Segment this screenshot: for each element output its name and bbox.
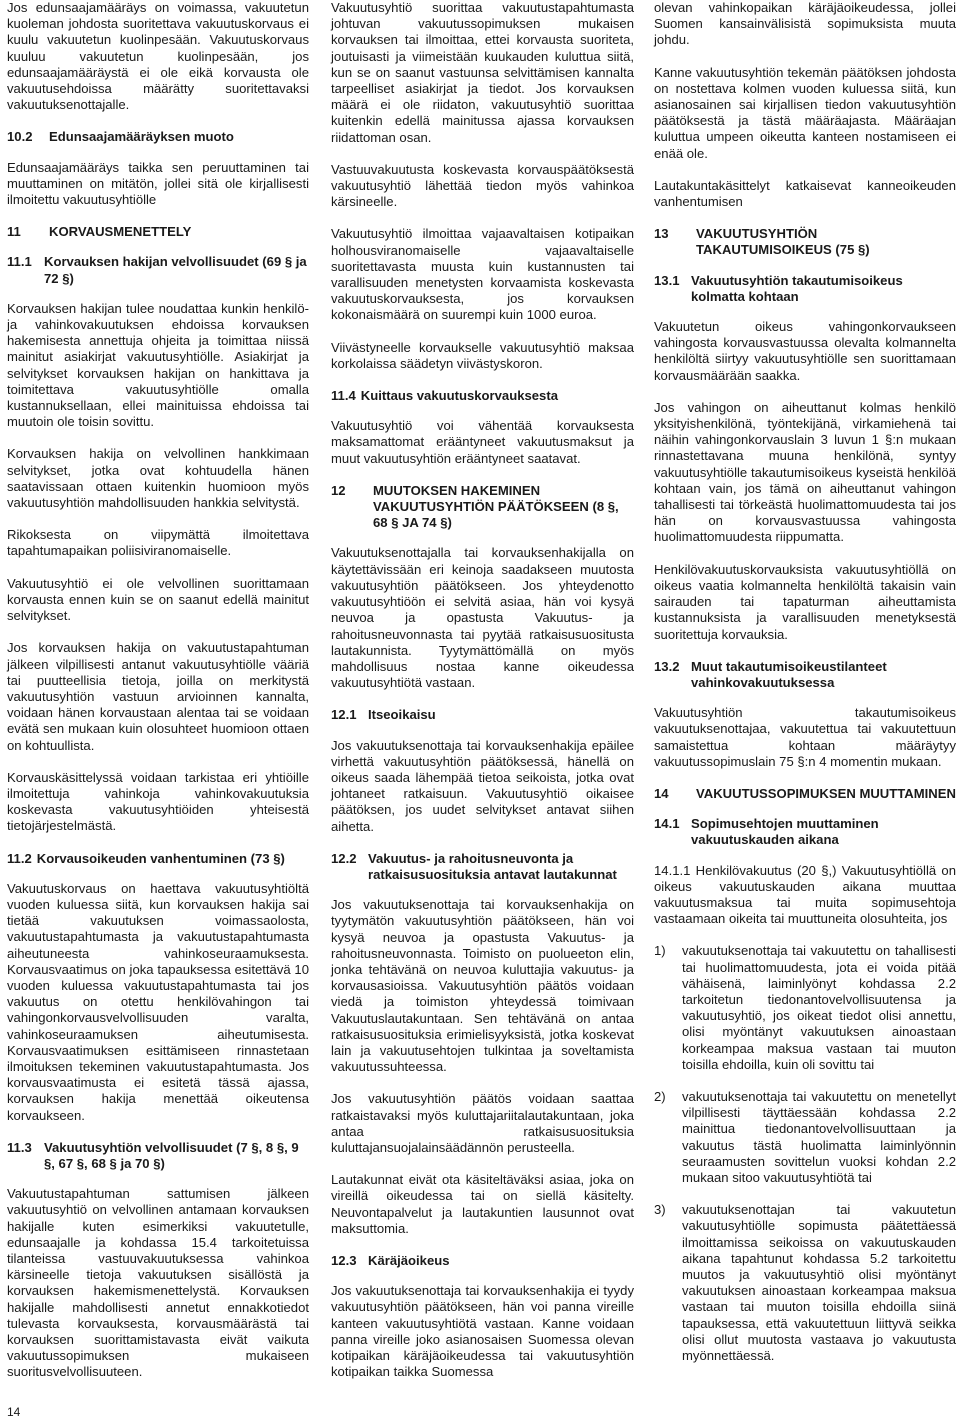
section-heading-10-2: [7, 129, 309, 145]
paragraph: Vakuutetun oikeus vahingonkorvaukseen vahingosta korvausvastuussa olevalta kolmannelta henkilöltä siirtyy vakuutusyhtiölle sen suorittamaan korvausmäärään saakka.: [654, 319, 956, 383]
paragraph: Vastuuvakuutusta koskevasta korvauspäätöksestä vakuutusyhtiö lähettää tiedon myös vahinkoa kärsineelle.: [331, 161, 634, 210]
list-item: [654, 943, 956, 1073]
paragraph: Jos korvauksen hakija on vakuutustapahtuman jälkeen vilpillisesti antanut vakuutusyhtiölle vääriä tai puutteellisia tietoja, joilla on merkitystä vakuutusyhtiön vastuun arvioinnen kannalta, voidaan hänen korvaustaan alentaa tai se voidaan evätä sen mukaan kuin olosuhteet huomioon ottaen on kohtuullista.: [7, 640, 309, 753]
section-number: 11.4: [331, 388, 356, 404]
section-heading-12: [331, 483, 634, 532]
section-title: VAKUUTUSYHTIÖN TAKAUTUMISOIKEUS (75 §): [696, 226, 870, 258]
paragraph: Vakuutusyhtiö ilmoittaa vajaavaltaisen kotipaikan holhousviranomaiselle vajaavaltaiselle suoritettavasta muusta kuin kustannusten tai varallisuuden menetysten korvaamista koskevasta vakuutuskorvauksesta, jos korvauksen kokonaismäärä on suurempi kuin 1000 euroa.: [331, 226, 634, 323]
column-1: [7, 0, 309, 1397]
section-title: Vakuutusyhtiön takautumisoikeus kolmatta kohtaan: [691, 272, 903, 304]
section-heading-12-2: [331, 851, 634, 883]
paragraph: Henkilövakuutuskorvauksista vakuutusyhtiöllä on oikeus vaatia kolmannelta henkilöltä takaisin vain sairauden tai tapaturman aiheuttamista kustannuksista ja varallisuuden menetyksestä suoritettuja korvauksia.: [654, 561, 956, 642]
section-number: 12: [331, 482, 346, 498]
paragraph: Vakuutusyhtiön takautumisoikeus vakuutuksenottajaa, vakuutettua tai vakuutettuun samaistettua kohtaan määräytyy vakuutussopimuslain 75 §:n 4 momentin mukaan.: [654, 705, 956, 769]
section-number: 12.2: [331, 850, 357, 866]
paragraph: Korvauksen hakijan tulee noudattaa kunkin henkilö- ja vahinkovakuutuksen ehdoissa korvauksen hakemisesta annettuja ohjeita ja toimittaa niissä mainitut asiakirjat vakuutusyhtiölle. Asiakirjat ja selvitykset korvauksen hakijan on hankittava ja toimitettava vakuutusyhtiölle omalla kustannuksellaan, ellei mainituissa ehdoissa tai muutoin ole toisin sovittu.: [7, 300, 309, 430]
section-title: Vakuutus- ja rahoitusneuvonta ja ratkaisusuosituksia antavat lautakunnat: [368, 850, 617, 882]
section-heading-11-2: [7, 851, 309, 867]
paragraph: Edunsaajamääräys taikka sen peruuttaminen tai muuttaminen on mitätön, jollei sitä ole kirjallisesti ilmoitettu vakuutusyhtiölle: [7, 159, 309, 208]
section-title: VAKUUTUSSOPIMUKSEN MUUTTAMINEN: [696, 785, 956, 801]
section-heading-13-2: [654, 659, 956, 691]
section-number: 12.3: [331, 1253, 357, 1268]
section-number: 14.1: [654, 816, 680, 832]
list-item-text: vakuutuksenottajan tai vakuutetun vakuutusyhtiölle sopimusta päätettäessä ilmoittamissa seikoissa on vakuutuskauden aikana tapahtunut kohdassa 5.2 tarkoitettu muutos ja vakuutusyhtiö olisi myöntänyt vakuutuksen ainoastaan korkeampaa maksua vastaan tai muuton toisilla ehdoilla siinä tapauksessa, että vakuutettuun liittyvä seikka olisi ollut muutosta vastaava jo vakuutusta myönnettäessä.: [682, 1202, 956, 1364]
section-heading-11: [7, 224, 309, 240]
paragraph: Vakuutusyhtiö ei ole velvollinen suorittamaan korvausta ennen kuin se on saanut edellä mainitut selvitykset.: [7, 575, 309, 624]
section-number: 10.2: [7, 129, 33, 145]
paragraph: olevan vahinkopaikan käräjäoikeudessa, jollei Suomen kansainvälisistä sopimuksista muuta johdu.: [654, 0, 956, 48]
section-title: Itseoikaisu: [368, 707, 436, 723]
list-marker: 1): [654, 943, 666, 959]
section-title: Käräjäoikeus: [368, 1253, 450, 1268]
paragraph: Jos vakuutuksenottaja tai korvauksenhakija epäilee virhettä vakuutusyhtiön päätöksessä, hänellä on oikeus saada lähempää tietoa seikoista, jotka ovat johtaneet ratkaisuun. Vakuutusyhtiö oikaisee päätöksen, jos uudet selvitykset antavat siihen aihetta.: [331, 737, 634, 834]
numbered-list: [654, 943, 956, 1364]
paragraph: Vakuutuskorvaus on haettava vakuutusyhtiöltä vuoden kuluessa siitä, kun korvauksen hakija sai tietää vakuutuksen voimassaolosta, vakuutustapahtumasta ja vakuutustapahtumasta aiheutuneesta vahinkoseuraamuksesta. Korvausvaatimus on joka tapauksessa esitettävä 10 vuoden kuluessa vakuutustapahtumasta tai jos vakuutus on otettu henkilövahingon tai vahingonkorvausvelvollisuuden varalta, vahinkoseuraamuksen aiheutumisesta. Korvausvaatimuksen esittämiseen rinnastetaan ilmoituksen tekeminen vakuutustapahtumasta. Jos korvausvaatimusta ei esitetä tässä ajassa, korvauksen hakija menettää oikeutensa korvaukseen.: [7, 880, 309, 1123]
paragraph: Jos vakuutuksenottaja tai korvauksenhakija on tyytymätön vakuutusyhtiön päätökseen, hän voi kysyä neuvoa ja opastusta Vakuutus- ja rahoitusneuvonnasta. Toimisto on puolueeton elin, jonka tehtävänä on neuvoa kuluttajia vakuutus- ja korvausasioissa. Vakuutusyhtiön päätös voidaan viedä ja toimiston yhteydessä toimivaan Vakuutuslautakuntaan. Sen tehtävänä on antaa ratkaisusuosituksia erimielisyyksistä, jotka koskevat lain ja vakuutusehtojen tulkintaa ja soveltamista vakuutussuhteessa.: [331, 897, 634, 1075]
section-number: 11.1: [7, 254, 32, 270]
section-title: Muut takautumisoikeustilanteet vahinkovakuutuksessa: [691, 658, 887, 690]
section-heading-14: [654, 786, 956, 802]
paragraph: Jos edunsaajamääräys on voimassa, vakuutetun kuoleman johdosta suoritettava vakuutuskorvaus ei kuulu vakuutetun kuolinpesään. Vakuutuskorvaus kuuluu vakuutetun kuolinpesään, jos edunsaajamääräystä ei ole eikä korvausta ole vakuutusehdoissa määrätty suoritettavaksi vakuutuksenottajalle.: [7, 0, 309, 113]
paragraph: Lautakuntakäsittelyt katkaisevat kanneoikeuden vanhentumisen: [654, 177, 956, 210]
section-title: Edunsaajamääräyksen muoto: [49, 129, 234, 145]
list-item-text: vakuutuksenottaja tai vakuutettu on menetellyt vilpillisesti täyttäessään kohdassa 2.2 mainittua tiedonantovelvollisuuttaan ja vakuutus tästä huolimatta laiminlyönnin seuraamusten sovittelun vuoksi kohdan 2.2 mukaan sitoo vakuutusyhtiötä tai: [682, 1088, 956, 1185]
paragraph: Jos vakuutuksenottaja tai korvauksenhakija ei tyydy vakuutusyhtiön päätökseen, hän voi panna vireille kanteen vakuutusyhtiötä vastaan. Kanne voidaan panna vireille joko asianosaisen Suomessa olevan kotipaikan käräjäoikeudessa tai vakuutusyhtiön kotipaikan taikka Suomessa: [331, 1283, 634, 1380]
section-number: 14: [654, 785, 669, 801]
paragraph: Vakuutusyhtiö voi vähentää korvauksesta maksamattomat erääntyneet vakuutusmaksut ja muut vakuutusyhtiön erääntyneet saatavat.: [331, 418, 634, 466]
paragraph: Vakuutuksenottajalla tai korvauksenhakijalla on käytettävissään eri keinoja saadakseen muutosta vakuutusyhtiön päätökseen. Jos yhteydenotto vakuutusyhtiöön ei selvitä asiaa, hän voi kysyä neuvoa ja opastusta Vakuutus- ja rahoitusneuvonnasta tai pyytää ratkaisusuositusta lautakunnista. Tyytymättömällä on myös mahdollisuus nostaa kanne oikeudessa vakuutusyhtiötä vastaan.: [331, 545, 634, 691]
paragraph: Korvauskäsittelyssä voidaan tarkistaa eri yhtiöille ilmoitettuja vahinkoja vahinkovakuutuksia koskevasta vakuutusyhtiöiden yhteisestä tietojärjestelmästä.: [7, 769, 309, 834]
paragraph: Vakuutustapahtuman sattumisen jälkeen vakuutusyhtiö on velvollinen antamaan korvauksen hakijalle kuten esimerkiksi vakuutetulle, edunsaajalle ja kohdassa 15.4 tarkoitetuissa tilanteissa vastuuvakuutuksessa vahinkoa kärsineelle tietoja vakuutuksen sisällöstä ja korvauksen hakemismenettelystä. Korvauksen hakijalle mahdollisesti annetut ennakkotiedot tulevasta korvauksesta, korvausmäärästä tai korvauksen suorittamistavasta eivät vaikuta vakuutussopimuksen mukaiseen suoritusvelvollisuuteen.: [7, 1186, 309, 1380]
section-number: 13.1: [654, 272, 680, 288]
paragraph: Viivästyneelle korvaukselle vakuutusyhtiö maksaa korkolaissa säädetyn viivästyskoron.: [331, 339, 634, 371]
section-title: MUUTOKSEN HAKEMINEN VAKUUTUSYHTIÖN PÄÄTÖKSEEN (8 §, 68 § JA 74 §): [373, 482, 619, 531]
section-heading-11-4: [331, 388, 634, 404]
column-3: [654, 0, 956, 1380]
section-heading-11-1: [7, 254, 309, 286]
paragraph: 14.1.1 Henkilövakuutus (20 §,) Vakuutusyhtiöllä on oikeus vakuutuskauden aikana muuttaa vakuutusmaksua tai muita sopimusehtoja vastaamaan oikeita tai muuttuneita olosuhteita, jos: [654, 862, 956, 927]
section-heading-13-1: [654, 273, 956, 305]
section-heading-12-3: [331, 1253, 634, 1269]
section-number: 11: [7, 224, 21, 240]
section-heading-13: [654, 226, 956, 258]
section-number: 13: [654, 226, 669, 242]
list-marker: 2): [654, 1088, 666, 1104]
list-item-text: vakuutuksenottaja tai vakuutettu on tahallisesti tai huolimattomuudesta, jota ei voida pitää vähäisenä, laiminlyönyt kohdassa 2.2 tarkoitetun tiedonantovelvollisuutensa ja vakuutusyhtiö, jos oikeat tiedot olisi annettu, olisi myöntänyt vakuutuksen ainoastaan korkeampaa maksua vastaan tai muuton toisilla ehdoilla, kuin oli sovittu tai: [682, 943, 956, 1072]
section-title: Korvausoikeuden vanhentuminen (73 §): [36, 850, 285, 866]
section-title: Sopimusehtojen muuttaminen vakuutuskauden aikana: [691, 816, 879, 848]
paragraph: Kanne vakuutusyhtiön tekemän päätöksen johdosta on nostettava kolmen vuoden kuluessa siitä, kun asianosainen sai kirjallisen tiedon vakuutusyhtiön päätöksestä ja tästä määräajasta. Määräajan kuluttua umpeen oikeutta kanteen nostamiseen ei enää ole.: [654, 64, 956, 161]
list-item: [654, 1202, 956, 1364]
section-heading-12-1: [331, 707, 634, 723]
section-number: 12.1: [331, 707, 357, 723]
paragraph: Korvauksen hakija on velvollinen hankkimaan selvitykset, jotka ovat kohtuudella hänen saatavissaan ottaen kuitenkin huomioon myös vakuutusyhtiön mahdollisuuden hankkia selvitystä.: [7, 446, 309, 511]
list-item: [654, 1089, 956, 1186]
page-number: 14: [7, 1405, 21, 1419]
column-2: [331, 0, 634, 1396]
section-title: Korvauksen hakijan velvollisuudet (69 § ja 72 §): [44, 254, 307, 286]
paragraph: Vakuutusyhtiö suorittaa vakuutustapahtumasta johtuvan vakuutussopimuksen mukaisen korvauksen tai ilmoittaa, ettei korvausta suoriteta, joutuisasti ja viimeistään kuukauden kuluttua siitä, kun se on saanut vastuunsa selvittämisen kannalta tarpeelliset asiakirjat ja tiedot. Jos korvauksen määrä ei ole riidaton, vakuutusyhtiö suorittaa kuitenkin edellä mainitussa ajassa korvauksen riidattoman osan.: [331, 0, 634, 145]
section-title: KORVAUSMENETTELY: [49, 224, 192, 240]
list-marker: 3): [654, 1202, 666, 1218]
paragraph: Rikoksesta on viipymättä ilmoitettava tapahtumapaikan poliisiviranomaiselle.: [7, 527, 309, 559]
section-title: Kuittaus vakuutuskorvauksesta: [360, 388, 558, 404]
section-heading-11-3: [7, 1140, 309, 1172]
paragraph: Jos vahingon on aiheuttanut kolmas henkilö yksityishenkilönä, työntekijänä, virkamiehenä tai näihin vahingonkorvauslain 3 luvun 1 §:n mukaan rinnastettavana muuna henkilönä, syntyy vakuutusyhtiölle takautumisoikeus kyseistä henkilöä kohtaan vain, jos tämä on aiheuttanut vahingon tahallisesti tai törkeästä huolimattomuudesta tai jos hän on korvausvastuussa vahingosta huolimattomuudesta riippumatta.: [654, 399, 956, 545]
section-heading-14-1: [654, 816, 956, 848]
section-number: 13.2: [654, 658, 680, 674]
section-title: Vakuutusyhtiön velvollisuudet (7 §, 8 §, 9 §, 67 §, 68 § ja 70 §): [44, 1139, 299, 1171]
paragraph: Jos vakuutusyhtiön päätös voidaan saattaa ratkaistavaksi myös kuluttajariitalautakuntaan, joka antaa ratkaisusuosituksia kuluttajansuojalainsäädännön perusteella.: [331, 1091, 634, 1155]
section-number: 11.3: [7, 1139, 32, 1155]
section-number: 11.2: [7, 850, 32, 866]
paragraph: Lautakunnat eivät ota käsiteltäväksi asiaa, joka on vireillä oikeudessa tai on siellä käsitelty. Neuvontapalvelut ja lautakuntien lausunnot ovat maksuttomia.: [331, 1172, 634, 1236]
